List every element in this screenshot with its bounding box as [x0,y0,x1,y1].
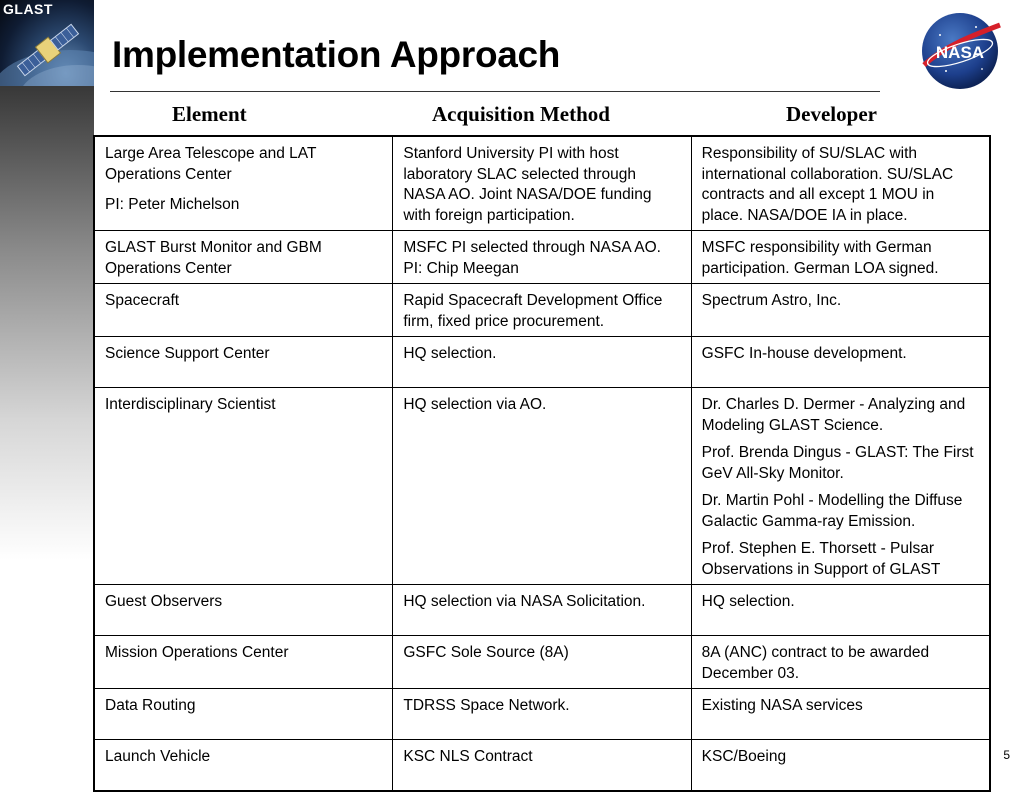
scientist-list-item: Dr. Charles D. Dermer - Analyzing and Modeling GLAST Science. [701,396,966,434]
element-text: Large Area Telescope and LAT Operations Center [105,145,317,183]
element-cell: Interdisciplinary Scientist [94,388,393,585]
table-row [94,740,990,791]
acquisition-cell: GSFC Sole Source (8A) [393,636,691,689]
nasa-logo-text: NASA [935,43,985,62]
developer-cell: HQ selection. [691,585,990,636]
table-row [94,284,990,337]
glast-logo-text: GLAST [3,1,53,17]
acquisition-cell: Stanford University PI with host laboratory SLAC selected through NASA AO. Joint NASA/DOE funding with foreign participation. [393,136,691,231]
table-row [94,689,990,740]
developer-cell: GSFC In-house development. [691,337,990,388]
table-row [94,585,990,636]
scientist-list-item: Prof. Stephen E. Thorsett - Pulsar Observations in Support of GLAST [701,540,941,578]
developer-cell: MSFC responsibility with German participation. German LOA signed. [691,231,990,284]
column-header-acquisition-method: Acquisition Method [432,102,610,126]
left-gradient-band [0,0,94,768]
acquisition-cell: TDRSS Space Network. [393,689,691,740]
table-row [94,136,990,231]
developer-list-cell [691,388,990,585]
acquisition-cell: HQ selection via AO. [393,388,691,585]
implementation-table [93,135,991,792]
table-row [94,388,990,585]
element-cell: Mission Operations Center [94,636,393,689]
element-cell: Guest Observers [94,585,393,636]
table-row [94,636,990,689]
element-cell: GLAST Burst Monitor and GBM Operations Center [94,231,393,284]
nasa-logo-icon [916,5,1004,93]
column-header-element: Element [172,102,247,126]
element-cell [94,136,393,231]
table-row [94,231,990,284]
acquisition-cell: Rapid Spacecraft Development Office firm, fixed price procurement. [393,284,691,337]
page-title: Implementation Approach [112,34,561,75]
acquisition-cell: HQ selection via NASA Solicitation. [393,585,691,636]
scientist-list-item: Prof. Brenda Dingus - GLAST: The First GeV All-Sky Monitor. [701,444,974,482]
element-cell: Science Support Center [94,337,393,388]
scientist-list-item: Dr. Martin Pohl - Modelling the Diffuse Galactic Gamma-ray Emission. [701,492,963,530]
element-cell: Data Routing [94,689,393,740]
glast-logo [0,0,94,86]
page-number: 5 [1003,748,1010,762]
element-pi-text: PI: Peter Michelson [105,196,240,213]
acquisition-cell: HQ selection. [393,337,691,388]
table-row [94,337,990,388]
element-cell: Launch Vehicle [94,740,393,791]
developer-cell: Spectrum Astro, Inc. [691,284,990,337]
acquisition-cell: KSC NLS Contract [393,740,691,791]
developer-cell: KSC/Boeing [691,740,990,791]
element-cell: Spacecraft [94,284,393,337]
acquisition-cell: MSFC PI selected through NASA AO. PI: Chip Meegan [393,231,691,284]
column-header-developer: Developer [786,102,877,126]
developer-cell: Existing NASA services [691,689,990,740]
title-divider [110,91,880,92]
developer-cell: 8A (ANC) contract to be awarded December 03. [691,636,990,689]
developer-cell: Responsibility of SU/SLAC with international collaboration. SU/SLAC contracts and all except 1 MOU in place. NASA/DOE IA in place. [691,136,990,231]
